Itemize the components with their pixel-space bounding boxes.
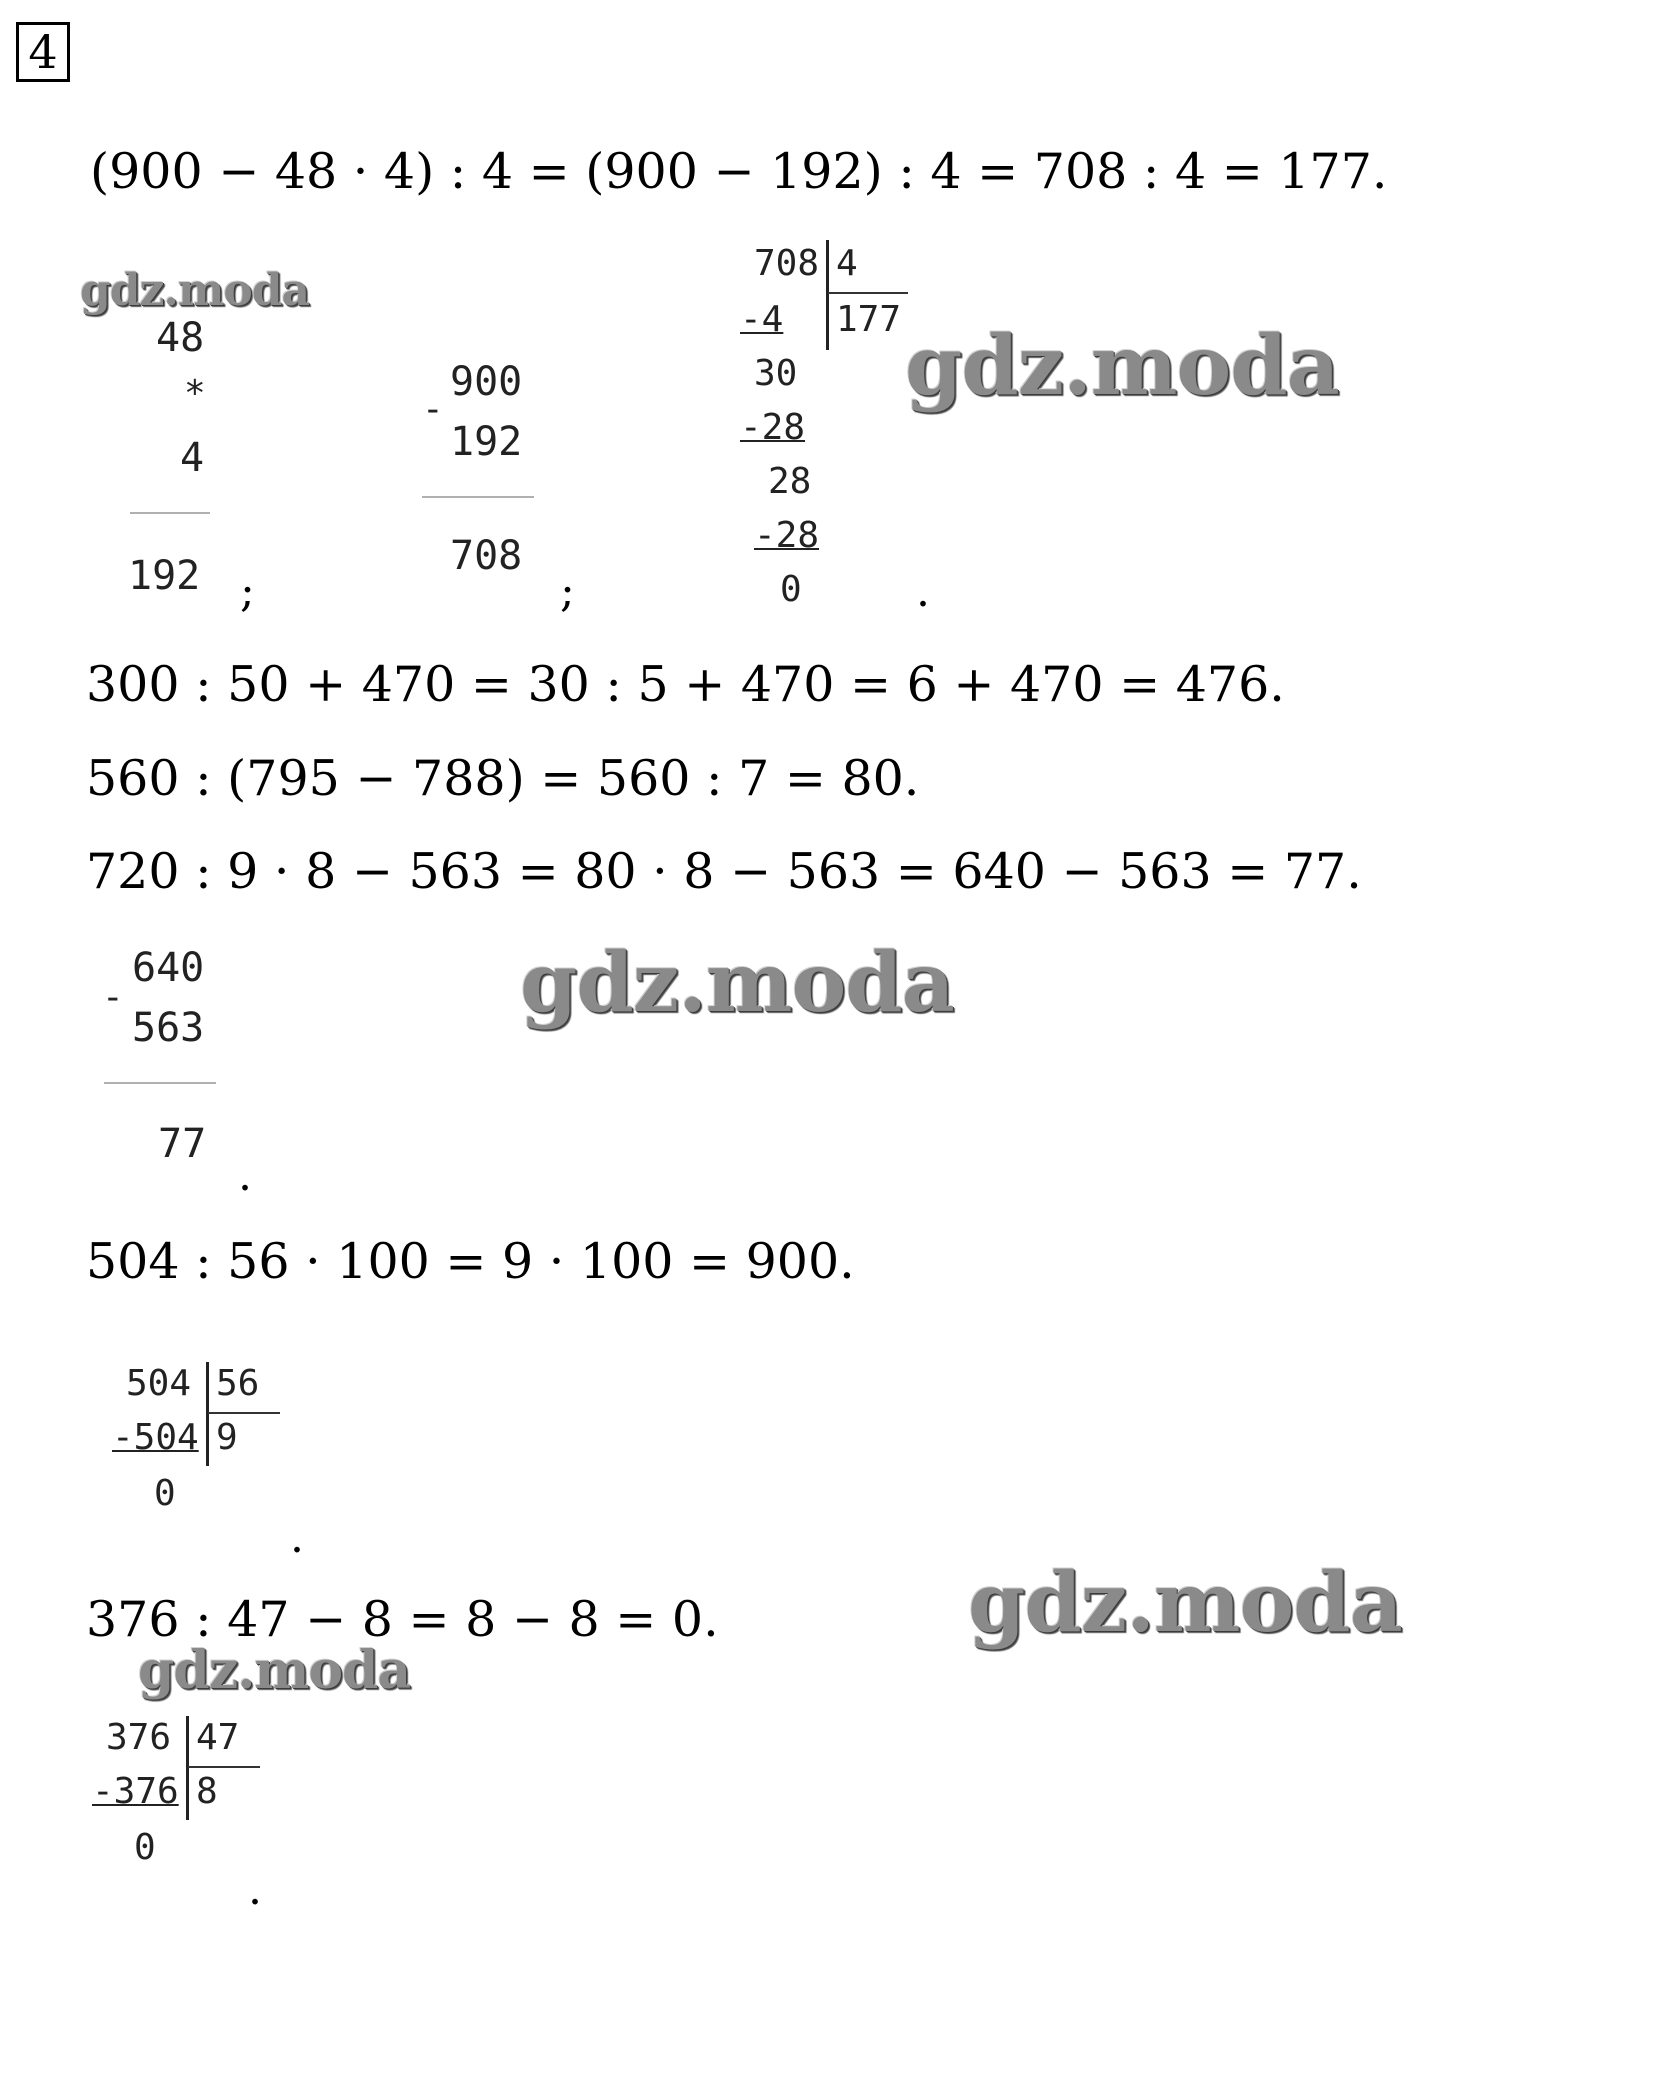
- sub-top: 900: [450, 359, 523, 405]
- div1-step-6: 0: [780, 569, 802, 610]
- equation-5: 504 : 56 · 100 = 9 · 100 = 900.: [86, 1233, 855, 1290]
- div2-end: .: [290, 1512, 304, 1563]
- long-division-376-by-47: [92, 1714, 272, 1874]
- sub-bottom: 192: [450, 419, 523, 465]
- div3-dividend: 376: [106, 1717, 172, 1758]
- watermark-1: gdz.moda: [80, 265, 310, 316]
- sub-sign: -: [422, 389, 444, 430]
- watermark-5: gdz.moda: [138, 1640, 411, 1701]
- div2-quotient: 9: [216, 1417, 238, 1458]
- div3-remainder: 0: [134, 1827, 156, 1868]
- equation-1: (900 − 48 · 4) : 4 = (900 − 192) : 4 = 708 : 4 = 177.: [90, 143, 1388, 200]
- div2-remainder: 0: [154, 1473, 176, 1514]
- equation-3: 560 : (795 − 788) = 560 : 7 = 80.: [86, 750, 920, 807]
- div3-subtrahend: -376: [92, 1771, 179, 1812]
- div1-divisor: 4: [836, 243, 858, 284]
- mult-result: 192: [128, 553, 201, 599]
- div1-dividend: 708: [754, 243, 820, 284]
- mult-line: [130, 512, 210, 514]
- div3-divisor: 47: [196, 1717, 240, 1758]
- sub2-sign: -: [102, 977, 124, 1018]
- watermark-4: gdz.moda: [968, 1555, 1402, 1651]
- div2-dividend: 504: [126, 1363, 192, 1404]
- sub2-line: [104, 1082, 216, 1084]
- sub-result: 708: [450, 533, 523, 579]
- sub-end: ;: [560, 566, 575, 617]
- div1-step-5: -28: [754, 515, 820, 556]
- long-division-708-by-4: [740, 240, 920, 620]
- div2-subtrahend: -504: [112, 1417, 199, 1458]
- div3-vertical-line: [186, 1716, 189, 1820]
- sub2-top: 640: [132, 945, 205, 991]
- sub2-result: 77: [158, 1121, 207, 1167]
- equation-4: 720 : 9 · 8 − 563 = 80 · 8 − 563 = 640 − 563 = 77.: [86, 843, 1362, 900]
- subtraction-640-563: [100, 944, 240, 1184]
- mult-bottom: 4: [180, 435, 205, 481]
- mult-end: ;: [240, 566, 255, 617]
- watermark-2: gdz.moda: [905, 318, 1339, 414]
- subtraction-900-192: [420, 356, 560, 596]
- equation-6: 376 : 47 − 8 = 8 − 8 = 0.: [86, 1591, 719, 1648]
- div3-quotient: 8: [196, 1771, 218, 1812]
- div1-step-4: 28: [768, 461, 812, 502]
- div2-divisor: 56: [216, 1363, 260, 1404]
- div1-divisor-line: [828, 292, 908, 294]
- div1-vertical-line: [826, 240, 829, 350]
- watermark-3: gdz.moda: [520, 935, 954, 1031]
- mult-sign: *: [184, 373, 206, 414]
- sub2-bottom: 563: [132, 1005, 205, 1051]
- mult-top: 48: [156, 315, 205, 361]
- div3-end: .: [248, 1864, 262, 1915]
- sub-line: [422, 496, 534, 498]
- long-division-504-by-56: [112, 1360, 292, 1520]
- task-number: 4: [16, 22, 70, 82]
- div1-end: .: [916, 566, 930, 617]
- sub2-end: .: [238, 1150, 252, 1201]
- equation-2: 300 : 50 + 470 = 30 : 5 + 470 = 6 + 470 = 476.: [86, 656, 1285, 713]
- div2-vertical-line: [206, 1362, 209, 1466]
- div1-step-1: -4: [740, 299, 784, 340]
- div1-step-3: -28: [740, 407, 806, 448]
- div1-step-2: 30: [754, 353, 798, 394]
- div1-quotient: 177: [836, 299, 902, 340]
- multiplication-48-by-4: [120, 310, 240, 610]
